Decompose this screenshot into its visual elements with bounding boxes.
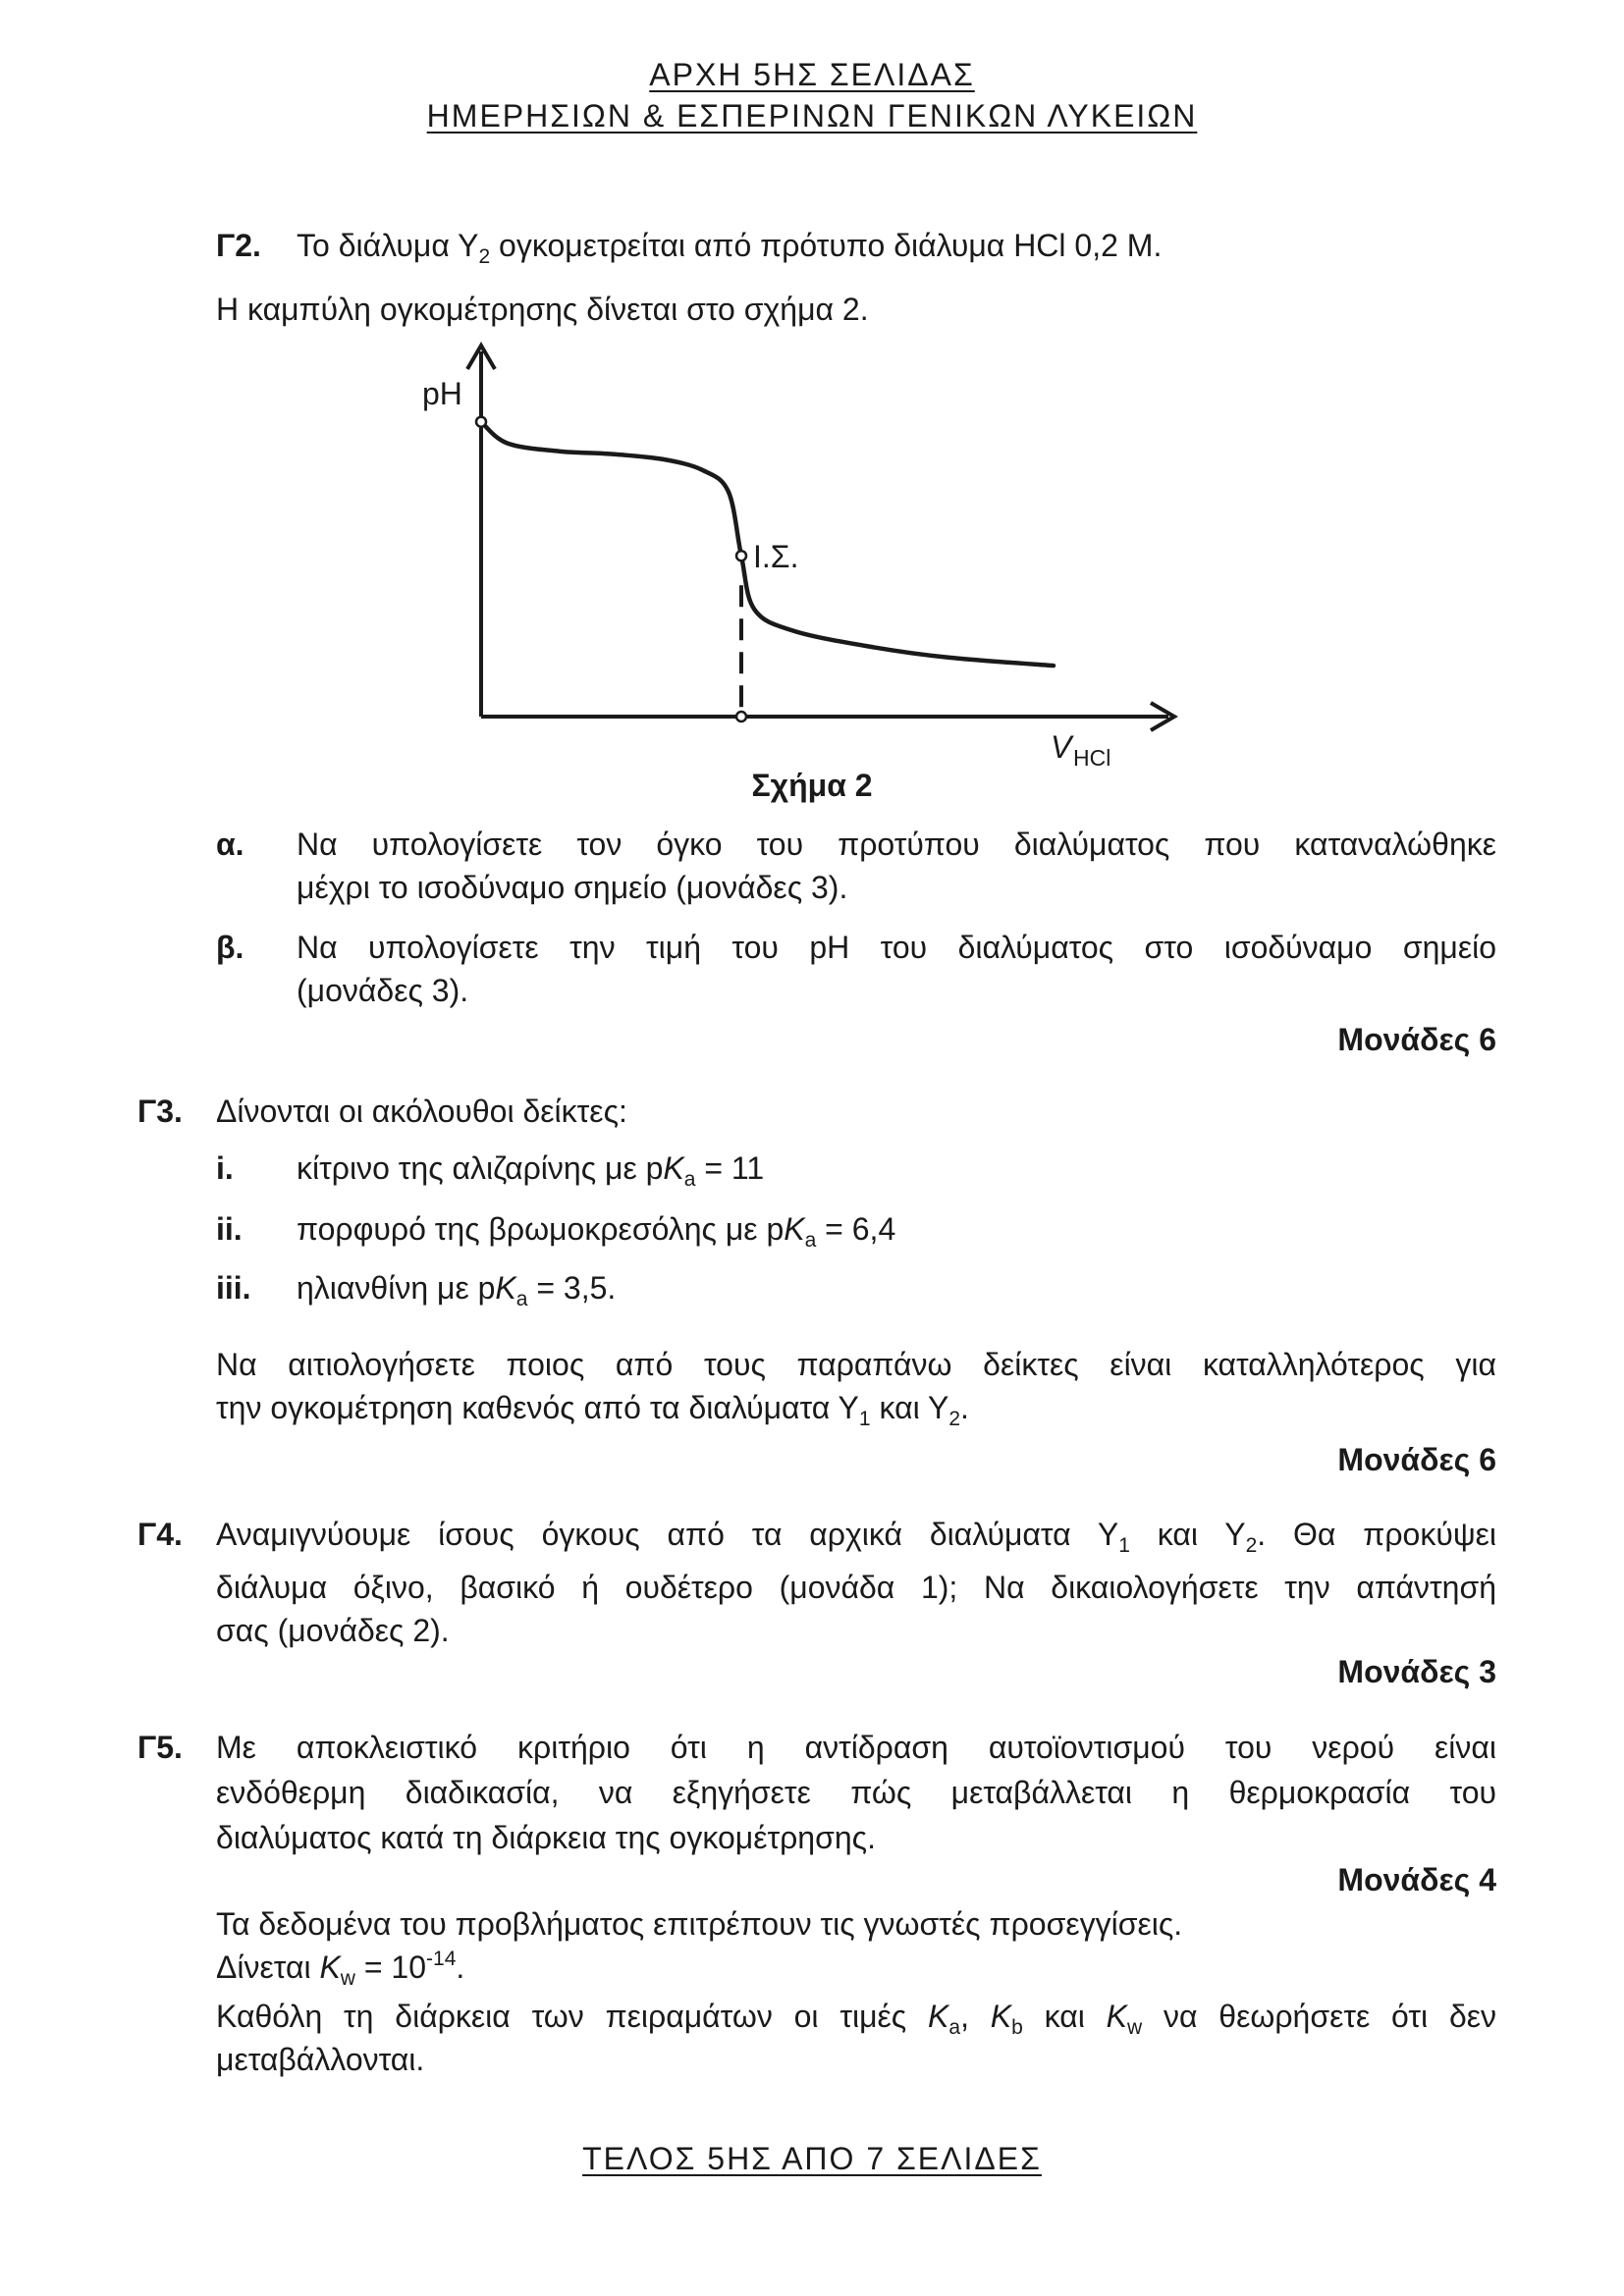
g2b-line2: (μονάδες 3). <box>297 973 469 1008</box>
y-axis-label: pH <box>422 376 462 411</box>
titration-curve-chart <box>422 334 1208 775</box>
g2b-line1: Να υπολογίσετε την τιμή του pH του διαλύματος στο ισοδύναμο σημείο <box>297 930 1496 965</box>
g3-item-label: i. <box>216 1150 234 1186</box>
g3-intro: Δίνονται οι ακόλουθοι δείκτες: <box>216 1094 627 1129</box>
g4-label: Γ4. <box>137 1517 183 1552</box>
notes-line1: Τα δεδομένα του προβλήματος επιτρέπουν τις γνωστές προσεγγίσεις. <box>216 1906 1183 1942</box>
g3-label: Γ3. <box>137 1094 183 1129</box>
equivalence-point-label: Ι.Σ. <box>753 539 799 575</box>
header-page-start: ΑΡΧΗ 5ΗΣ ΣΕΛΙΔΑΣ <box>649 57 975 92</box>
notes-line3: Καθόλη τη διάρκεια των πειραμάτων οι τιμές $K_a$, $K_b$ και $K_w$ να θεωρήσετε ότι δεν <box>216 1999 1497 2039</box>
g5-points: Μονάδες 4 <box>1337 1862 1496 1897</box>
g5-line3: διαλύματος κατά τη διάρκεια της ογκομέτρησης. <box>216 1820 876 1855</box>
footer-page-end: ΤΕΛΟΣ 5ΗΣ ΑΠΟ 7 ΣΕΛΙΔΕΣ <box>582 2141 1042 2176</box>
g5-line2: ενδόθερμη διαδικασία, να εξηγήσετε πώς μεταβάλλεται η θερμοκρασία του <box>216 1775 1496 1810</box>
g4-line3: σας (μονάδες 2). <box>216 1613 450 1648</box>
g3-item-text: κίτρινο της αλιζαρίνης με $pK_a = 11$ <box>297 1150 765 1191</box>
g2a-label: α. <box>216 827 244 862</box>
g2a-line2: μέχρι το ισοδύναμο σημείο (μονάδες 3). <box>297 870 848 905</box>
g4-line2: διάλυμα όξινο, βασικό ή ουδέτερο (μονάδα 1); Να δικαιολογήσετε την απάντησή <box>216 1570 1496 1605</box>
g3-question-line1: Να αιτιολογήσετε ποιος από τους παραπάνω δείκτες είναι καταλληλότερος για <box>216 1347 1496 1382</box>
g2-line2: Η καμπύλη ογκομέτρησης δίνεται στο σχήμα 2. <box>216 292 869 327</box>
x-axis-label-sub: HCl <box>1073 745 1111 771</box>
notes-line2: Δίνεται $K_w = 10^{-14}$. <box>216 1948 465 1990</box>
g3-question-line2: την ογκομέτρηση καθενός από τα διαλύματα $\Upsilon_1$ και $\Upsilon_2$. <box>216 1390 969 1430</box>
notes-line4: μεταβάλλονται. <box>216 2042 425 2077</box>
g2a-line1: Να υπολογίσετε τον όγκο του προτύπου διαλύματος που καταναλώθηκε <box>297 827 1496 862</box>
g4-line1: Αναμιγνύουμε ίσους όγκους από τα αρχικά διαλύματα $\Upsilon_1$ και $\Upsilon_2$. Θα προκύψει <box>216 1517 1497 1557</box>
g2b-label: β. <box>216 930 244 965</box>
g5-label: Γ5. <box>137 1730 183 1765</box>
g3-item-label: iii. <box>216 1270 251 1306</box>
g2-label: Γ2. <box>216 228 261 263</box>
figure-caption: Σχήμα 2 <box>751 768 873 803</box>
g3-item-text: ηλιανθίνη με $pK_a = 3,5$. <box>297 1270 617 1310</box>
g5-line1: Με αποκλειστικό κριτήριο ότι η αντίδραση αυτοϊοντισμού του νερού είναι <box>216 1730 1496 1765</box>
curve-start-point <box>476 417 486 427</box>
equivalence-x-axis-marker <box>736 712 746 721</box>
g2-line1: Το διάλυμα $\Upsilon_2$ ογκομετρείται από πρότυπο διάλυμα HCl 0,2 M. <box>297 228 1163 268</box>
g3-item-label: ii. <box>216 1211 243 1247</box>
g2-points: Μονάδες 6 <box>1337 1022 1496 1057</box>
g3-item-text: πορφυρό της βρωμοκρεσόλης με $pK_a = 6,4$ <box>297 1211 896 1252</box>
g3-points: Μονάδες 6 <box>1337 1442 1496 1477</box>
g4-points: Μονάδες 3 <box>1337 1654 1496 1689</box>
header-school-type: ΗΜΕΡΗΣΙΩΝ & ΕΣΠΕΡΙΝΩΝ ΓΕΝΙΚΩΝ ΛΥΚΕΙΩΝ <box>426 98 1198 133</box>
x-axis-label-main: V <box>1051 729 1072 765</box>
equivalence-point-marker <box>736 551 746 561</box>
